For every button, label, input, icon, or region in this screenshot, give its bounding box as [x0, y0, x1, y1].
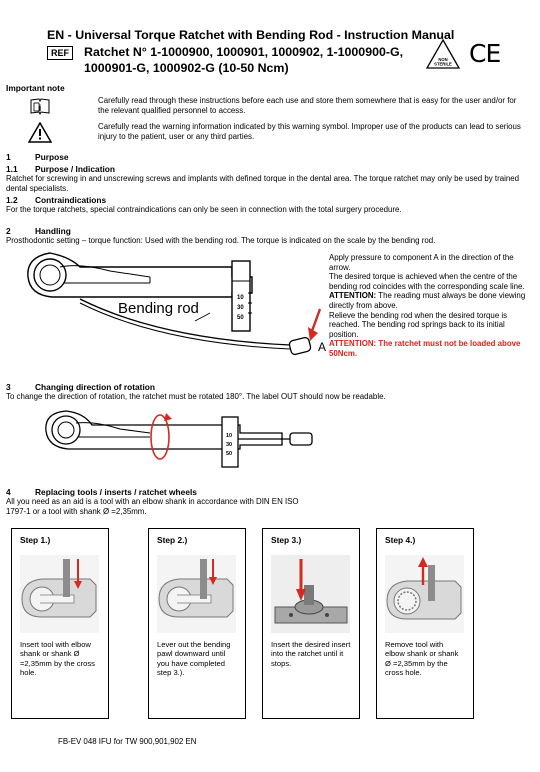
step-1-text: Insert tool with elbow shank or shank Ø =2,35mm by the cross hole. — [20, 640, 95, 678]
section1-title: Purpose — [35, 152, 69, 162]
rotation-text: To change the direction of rotation, the ratchet must be rotated 180°. The label OUT should now be readable. — [6, 392, 386, 401]
svg-text:i: i — [38, 103, 42, 113]
handling-step-a: Apply pressure to component A in the direction of the arrow. — [329, 253, 514, 272]
section1-1-number: 1.1 — [6, 164, 18, 174]
info-book-icon — [30, 97, 50, 117]
warning-note-text: Carefully read the warning information indicated by this warning symbol. Improper use of the products can lead to serious injury to the patient, user or any third parties. — [98, 122, 521, 141]
section2-title: Handling — [35, 226, 71, 236]
ref-symbol: REF — [47, 46, 73, 60]
non-sterile-icon — [425, 38, 461, 70]
rotation-scale-50: 50 — [226, 451, 233, 457]
scale-value-10: 10 — [237, 295, 244, 301]
step-3-illustration — [271, 555, 350, 633]
important-note-heading: Important note — [6, 83, 65, 93]
step-3-box — [262, 528, 360, 719]
footer-document-code: FB-EV 048 IFU for TW 900,901,902 EN — [58, 737, 197, 746]
ratchet-rotation-diagram — [40, 405, 330, 471]
step-2-title: Step 2.) — [157, 535, 188, 545]
component-a-label: A — [318, 340, 327, 354]
step-4-text: Remove tool with elbow shank or shank Ø =2,35mm by the cross hole. — [385, 640, 459, 678]
purpose-text: Ratchet for screwing in and unscrewing screws and implants with defined torque in the dental area. The torque ratchet may only be used by trained dental specialists. — [6, 174, 520, 193]
contraindications-text: For the torque ratchets, special contraindications can only be seen in connection with the total surgery procedure. — [6, 205, 402, 214]
section4-number: 4 — [6, 487, 11, 497]
step-4-title: Step 4.) — [385, 535, 416, 545]
bending-rod-label: Bending rod — [118, 300, 199, 317]
handling-step-b: The desired torque is achieved when the centre of the bending rod coincides with the corresponding scale line. — [329, 272, 525, 291]
product-numbers: Ratchet N° 1-1000900, 1000901, 1000902, 1-1000900-G, 1000901-G, 1000902-G (10-50 Ncm) — [84, 45, 404, 75]
section1-1-title: Purpose / Indication — [35, 164, 116, 174]
non-sterile-label: NON — [438, 57, 448, 62]
load-warning: ATTENTION: The ratchet must not be loaded above 50Ncm. — [329, 339, 521, 358]
info-note-text: Carefully read through these instructions before each use and store them somewhere that is easy for the user and/or for the relevant qualified personnel to access. — [98, 96, 517, 115]
document-title: EN - Universal Torque Ratchet with Bending Rod - Instruction Manual — [47, 28, 455, 42]
ce-mark: CE — [469, 39, 501, 68]
warning-triangle-icon — [28, 122, 52, 143]
attention-label: ATTENTION: — [329, 291, 377, 301]
scale-value-30: 30 — [237, 305, 244, 311]
handling-intro: Prosthodontic setting – torque function: Used with the bending rod. The torque is indicated on the scale by the bending rod. — [6, 236, 436, 245]
section3-number: 3 — [6, 382, 11, 392]
step-4-box — [376, 528, 474, 719]
step-2-illustration — [157, 555, 236, 633]
step-3-title: Step 3.) — [271, 535, 302, 545]
step-4-illustration — [385, 555, 464, 633]
step-1-box — [11, 528, 109, 719]
replacing-text: All you need as an aid is a tool with an elbow shank in accordance with DIN EN ISO 1797-1 or a tool with shank Ø =2,35mm. — [6, 497, 299, 516]
handling-instructions — [329, 253, 529, 359]
section1-number: 1 — [6, 152, 11, 162]
handling-step-c: Relieve the bending rod when the desired torque is reached. The bending rod springs back to its initial position. — [329, 310, 508, 339]
step-1-illustration — [20, 555, 99, 633]
step-2-box — [148, 528, 246, 719]
section1-2-title: Contraindications — [35, 195, 107, 205]
step-2-text: Lever out the bending pawl downward until you have completed step 3.). — [157, 640, 231, 678]
handling-step-b-note: The reading must always be done viewing directly from above. — [329, 291, 526, 310]
step-1-title: Step 1.) — [20, 535, 51, 545]
step-3-text: Insert the desired insert into the ratchet until it stops. — [271, 640, 351, 668]
section1-2-number: 1.2 — [6, 195, 18, 205]
rotation-scale-10: 10 — [226, 433, 233, 439]
svg-text:STERILE: STERILE — [434, 61, 452, 67]
rotation-scale-30: 30 — [226, 442, 233, 448]
scale-value-50: 50 — [237, 315, 244, 321]
section3-title: Changing direction of rotation — [35, 382, 156, 392]
section2-number: 2 — [6, 226, 11, 236]
section4-title: Replacing tools / inserts / ratchet wheels — [35, 487, 197, 497]
